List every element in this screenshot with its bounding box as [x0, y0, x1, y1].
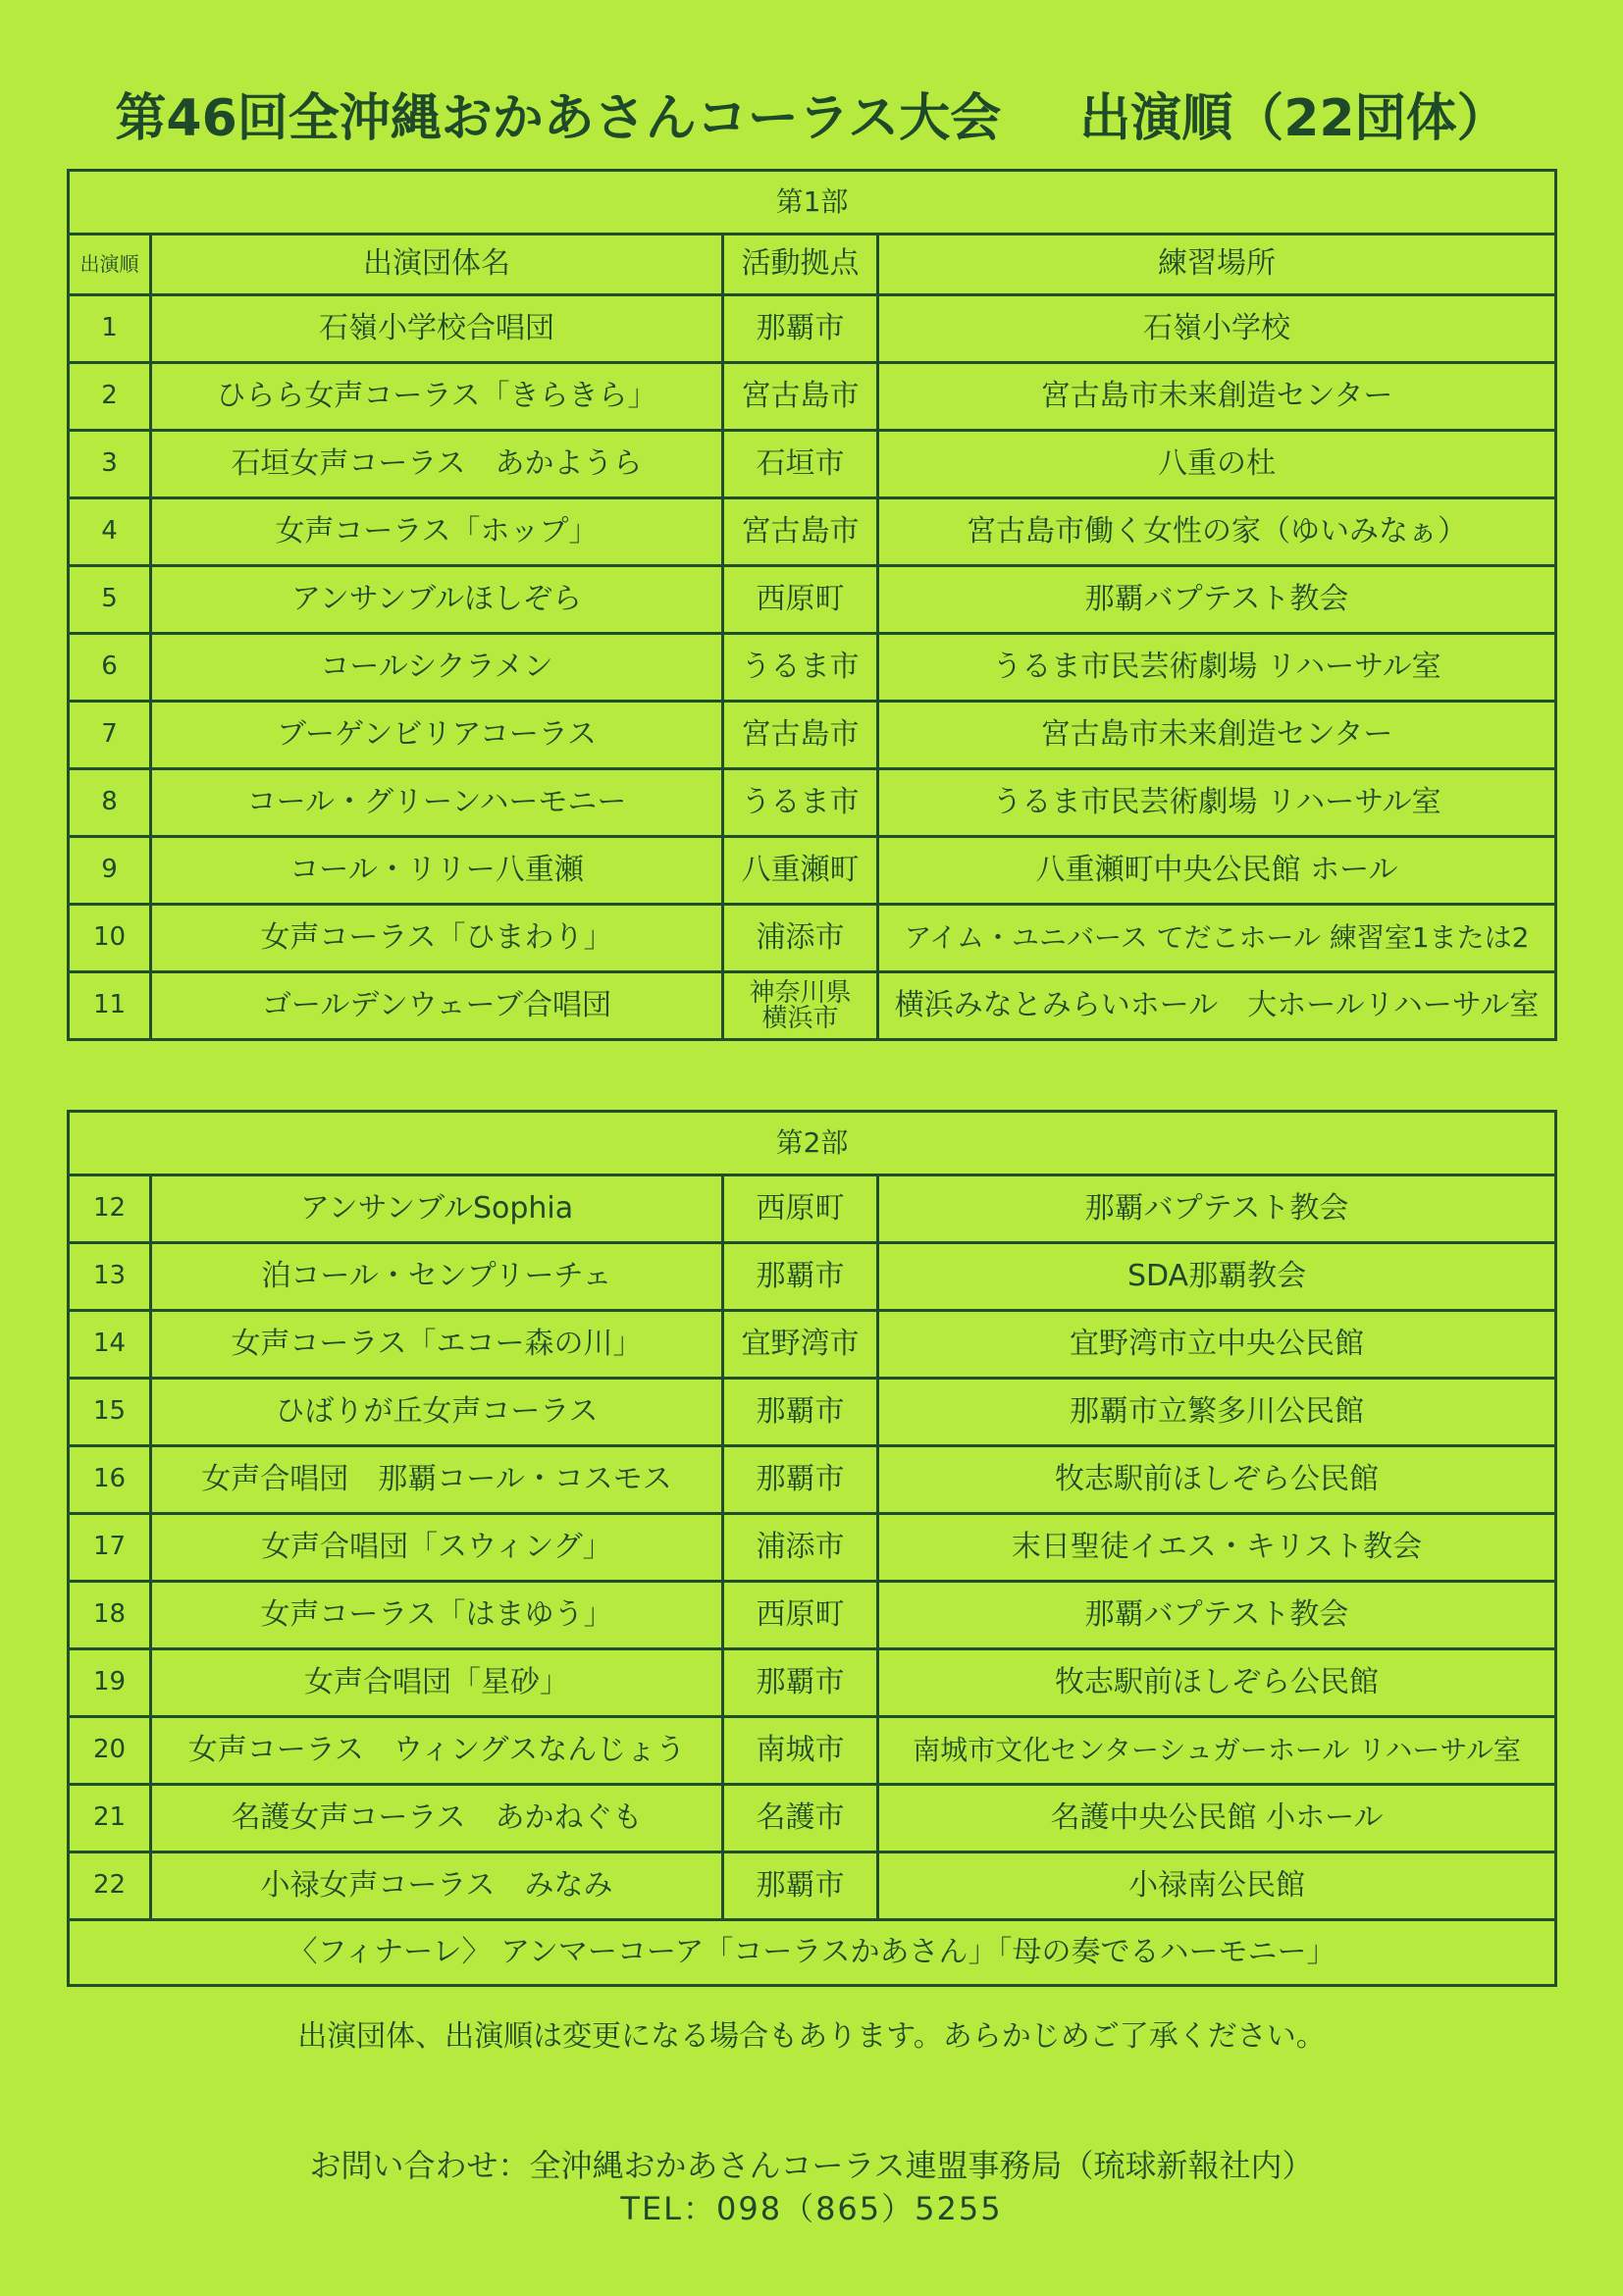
row-number: 5 [69, 566, 151, 634]
page-title [0, 77, 1623, 150]
row-number: 9 [69, 837, 151, 905]
table-row [69, 1785, 1556, 1852]
table-row [69, 1852, 1556, 1920]
row-group: 女声コーラス「ひまわり」 [151, 905, 723, 972]
row-group: 女声コーラス「はまゆう」 [151, 1582, 723, 1649]
row-number: 4 [69, 498, 151, 566]
table-row [69, 1649, 1556, 1717]
table-row [69, 837, 1556, 905]
row-number: 7 [69, 702, 151, 769]
row-base-line1: 神奈川県 [749, 978, 852, 1008]
row-base: うるま市 [723, 634, 878, 702]
header-group: 出演団体名 [151, 235, 723, 295]
part2-label: 第2部 [69, 1112, 1556, 1175]
row-venue: 末日聖徒イエス・キリスト教会 [878, 1514, 1556, 1582]
row-venue: 名護中央公民館 小ホール [878, 1785, 1556, 1852]
header-order: 出演順 [69, 235, 151, 295]
event-subtitle: 出演順（22団体） [1079, 89, 1508, 148]
row-venue: アイム・ユニバース てだこホール 練習室1または2 [878, 905, 1556, 972]
row-venue: 那覇市立繁多川公民館 [878, 1379, 1556, 1446]
row-number: 2 [69, 363, 151, 431]
row-group: 名護女声コーラス あかねぐも [151, 1785, 723, 1852]
row-base: 石垣市 [723, 431, 878, 498]
row-group: コールシクラメン [151, 634, 723, 702]
header-venue: 練習場所 [878, 235, 1556, 295]
row-base: 那覇市 [723, 1649, 878, 1717]
row-base: 宮古島市 [723, 498, 878, 566]
table-row [69, 702, 1556, 769]
row-venue: 石嶺小学校 [878, 295, 1556, 363]
row-venue: 宜野湾市立中央公民館 [878, 1311, 1556, 1379]
row-base: 西原町 [723, 566, 878, 634]
row-group: 小禄女声コーラス みなみ [151, 1852, 723, 1920]
table-row [69, 431, 1556, 498]
finale-row: 〈フィナーレ〉 アンマーコーア「コーラスかあさん」「母の奏でるハーモニー」 [69, 1920, 1556, 1986]
row-base: 宜野湾市 [723, 1311, 878, 1379]
row-group: 女声コーラス ウィングスなんじょう [151, 1717, 723, 1785]
row-base: うるま市 [723, 769, 878, 837]
row-number: 1 [69, 295, 151, 363]
event-title: 第46回全沖縄おかあさんコーラス大会 [115, 89, 1002, 148]
row-venue: 牧志駅前ほしぞら公民館 [878, 1649, 1556, 1717]
row-venue: うるま市民芸術劇場 リハーサル室 [878, 769, 1556, 837]
row-venue: うるま市民芸術劇場 リハーサル室 [878, 634, 1556, 702]
row-number: 13 [69, 1243, 151, 1311]
row-base: 那覇市 [723, 295, 878, 363]
row-base: 西原町 [723, 1582, 878, 1649]
row-base: 名護市 [723, 1785, 878, 1852]
row-group: 女声合唱団「星砂」 [151, 1649, 723, 1717]
row-number: 17 [69, 1514, 151, 1582]
row-group: 女声コーラス「エコー森の川」 [151, 1311, 723, 1379]
row-group: アンサンブルSophia [151, 1175, 723, 1243]
row-venue: 那覇バプテスト教会 [878, 1582, 1556, 1649]
contact-tel: TEL：098（865）5255 [620, 2190, 1003, 2227]
table-row [69, 972, 1556, 1040]
row-number: 19 [69, 1649, 151, 1717]
row-venue: 南城市文化センターシュガーホール リハーサル室 [878, 1717, 1556, 1785]
table-row [69, 1514, 1556, 1582]
row-group: 石嶺小学校合唱団 [151, 295, 723, 363]
row-number: 10 [69, 905, 151, 972]
table-row [69, 1175, 1556, 1243]
row-number: 16 [69, 1446, 151, 1514]
row-number: 15 [69, 1379, 151, 1446]
table-row [69, 1717, 1556, 1785]
row-base: 宮古島市 [723, 702, 878, 769]
row-number: 21 [69, 1785, 151, 1852]
row-group: 女声合唱団「スウィング」 [151, 1514, 723, 1582]
row-venue: 牧志駅前ほしぞら公民館 [878, 1446, 1556, 1514]
table-row [69, 769, 1556, 837]
table-row [69, 1582, 1556, 1649]
row-number: 8 [69, 769, 151, 837]
contact-info: お問い合わせ：全沖縄おかあさんコーラス連盟事務局（琉球新報社内） [309, 2147, 1314, 2184]
table-row [69, 1446, 1556, 1514]
part1-table [67, 169, 1557, 1041]
table-row [69, 566, 1556, 634]
row-base: 那覇市 [723, 1852, 878, 1920]
row-group: ひばりが丘女声コーラス [151, 1379, 723, 1446]
row-number: 20 [69, 1717, 151, 1785]
table-row [69, 1379, 1556, 1446]
row-base: 那覇市 [723, 1243, 878, 1311]
part2-table [67, 1110, 1557, 1987]
row-group: コール・リリー八重瀬 [151, 837, 723, 905]
table-row [69, 498, 1556, 566]
row-group: 石垣女声コーラス あかようら [151, 431, 723, 498]
row-group: コール・グリーンハーモニー [151, 769, 723, 837]
table-row [69, 1311, 1556, 1379]
row-base: 浦添市 [723, 905, 878, 972]
row-base: 南城市 [723, 1717, 878, 1785]
row-venue: 小禄南公民館 [878, 1852, 1556, 1920]
row-venue: 八重瀬町中央公民館 ホール [878, 837, 1556, 905]
row-base: 八重瀬町 [723, 837, 878, 905]
row-number: 3 [69, 431, 151, 498]
row-base: 西原町 [723, 1175, 878, 1243]
row-number: 14 [69, 1311, 151, 1379]
row-venue: 宮古島市未来創造センター [878, 363, 1556, 431]
row-venue: 那覇バプテスト教会 [878, 566, 1556, 634]
row-group: ひらら女声コーラス「きらきら」 [151, 363, 723, 431]
table-row [69, 905, 1556, 972]
row-venue: SDA那覇教会 [878, 1243, 1556, 1311]
row-base: 那覇市 [723, 1379, 878, 1446]
row-number: 6 [69, 634, 151, 702]
header-base: 活動拠点 [723, 235, 878, 295]
row-group: ブーゲンビリアコーラス [151, 702, 723, 769]
table-row [69, 363, 1556, 431]
row-number: 12 [69, 1175, 151, 1243]
row-venue: 宮古島市未来創造センター [878, 702, 1556, 769]
row-number: 18 [69, 1582, 151, 1649]
row-base: 那覇市 [723, 1446, 878, 1514]
row-group: 女声合唱団 那覇コール・コスモス [151, 1446, 723, 1514]
row-venue: 横浜みなとみらいホール 大ホールリハーサル室 [878, 972, 1556, 1040]
table-row [69, 295, 1556, 363]
row-number: 22 [69, 1852, 151, 1920]
row-venue: 那覇バプテスト教会 [878, 1175, 1556, 1243]
row-number: 11 [69, 972, 151, 1040]
row-base: 宮古島市 [723, 363, 878, 431]
row-venue: 宮古島市働く女性の家（ゆいみなぁ） [878, 498, 1556, 566]
table-row [69, 634, 1556, 702]
change-notice: 出演団体、出演順は変更になる場合もあります。あらかじめご了承ください。 [297, 2019, 1326, 2054]
row-base-line2: 横浜市 [761, 1004, 839, 1033]
part1-label: 第1部 [69, 171, 1556, 235]
row-base [723, 972, 878, 1040]
table-row [69, 1243, 1556, 1311]
row-base: 浦添市 [723, 1514, 878, 1582]
row-group: 女声コーラス「ホップ」 [151, 498, 723, 566]
row-group: アンサンブルほしぞら [151, 566, 723, 634]
row-group: 泊コール・センプリーチェ [151, 1243, 723, 1311]
row-group: ゴールデンウェーブ合唱団 [151, 972, 723, 1040]
row-venue: 八重の杜 [878, 431, 1556, 498]
